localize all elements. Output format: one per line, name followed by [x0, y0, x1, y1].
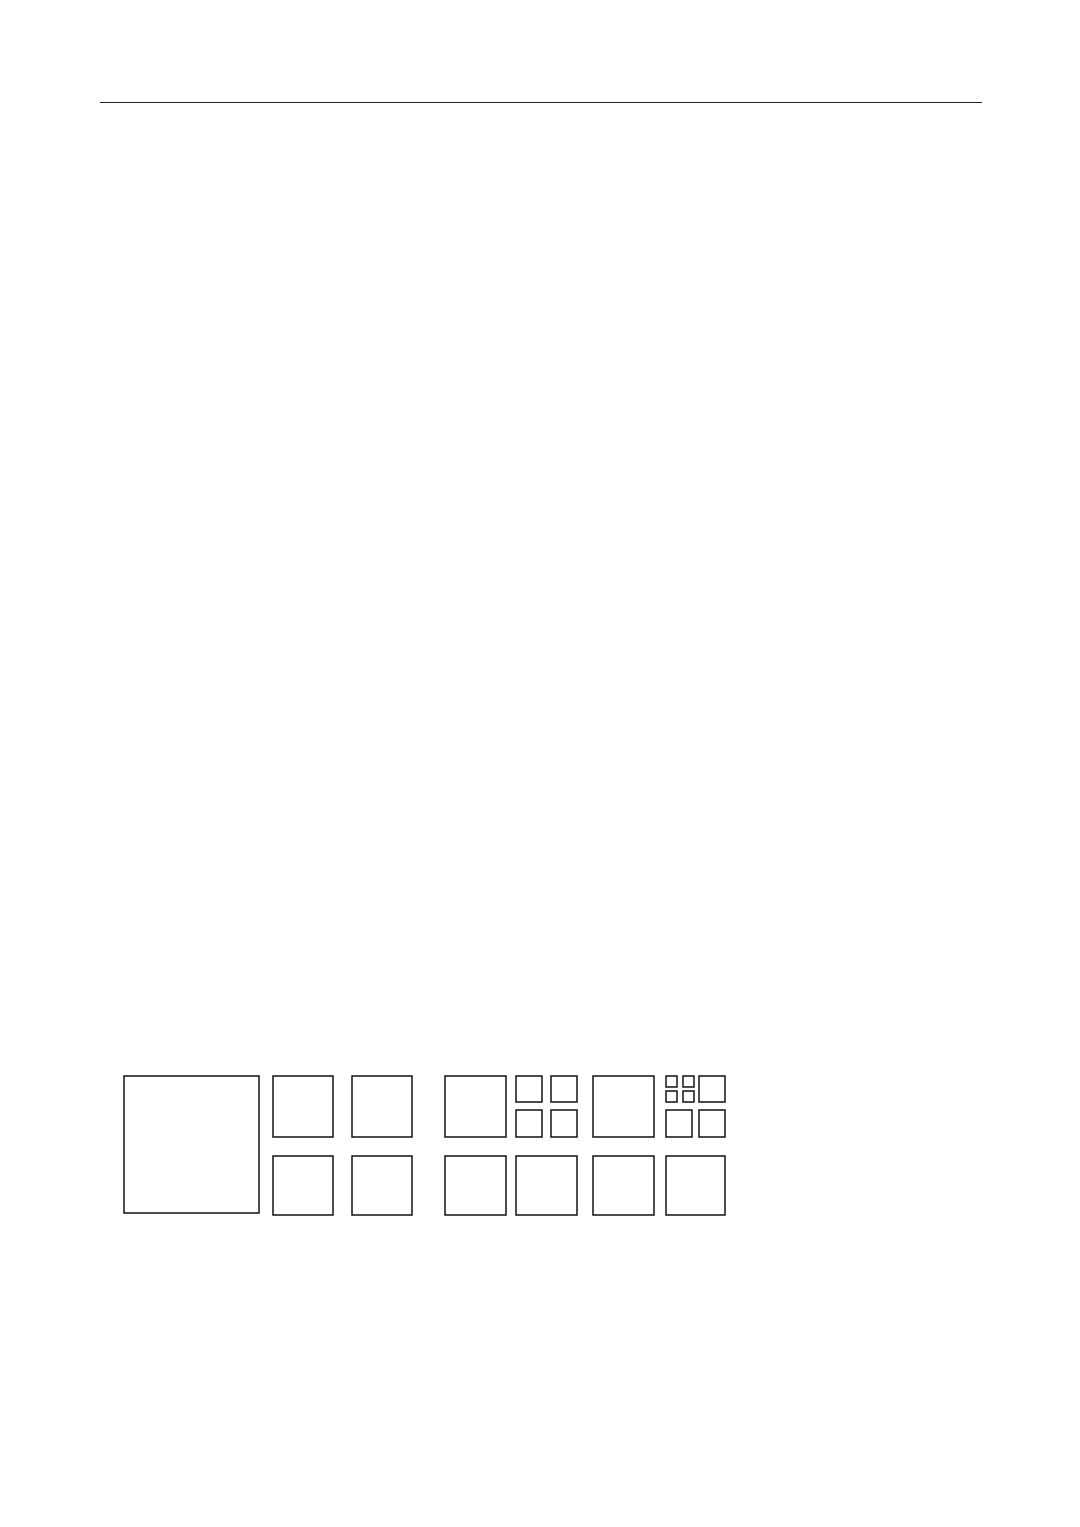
- fig2-square-tl: [273, 1076, 333, 1137]
- fig2-square-tr: [352, 1076, 412, 1137]
- fig3-small-3: [516, 1110, 542, 1137]
- fig4-tiny-4: [683, 1091, 694, 1102]
- fig4-small-2: [699, 1076, 725, 1102]
- fig4-square-tl: [593, 1076, 654, 1137]
- fig4-square-br: [666, 1156, 725, 1215]
- q4-star-cross-figure: [120, 450, 540, 530]
- fig1-square: [124, 1076, 259, 1213]
- q6-square-cutting-figure: [120, 1072, 740, 1222]
- fig3-small-1: [516, 1076, 542, 1102]
- fig4-tiny-1: [666, 1076, 677, 1087]
- fig3-square-tl: [445, 1076, 506, 1137]
- fig4-tiny-3: [666, 1091, 677, 1102]
- fig3-square-bl: [445, 1156, 506, 1215]
- fig4-square-bl: [593, 1156, 654, 1215]
- page-header: [100, 76, 982, 103]
- fig4-tiny-2: [683, 1076, 694, 1087]
- q5-honeycomb-figure: [110, 770, 730, 850]
- q3-star-pattern-figure: [120, 180, 480, 280]
- fig3-small-2: [551, 1076, 577, 1102]
- fig4-small-4: [699, 1110, 725, 1137]
- fig2-square-bl: [273, 1156, 333, 1215]
- fig2-square-br: [352, 1156, 412, 1215]
- fig3-square-br: [516, 1156, 577, 1215]
- fig3-small-4: [551, 1110, 577, 1137]
- fig4-small-3: [666, 1110, 692, 1137]
